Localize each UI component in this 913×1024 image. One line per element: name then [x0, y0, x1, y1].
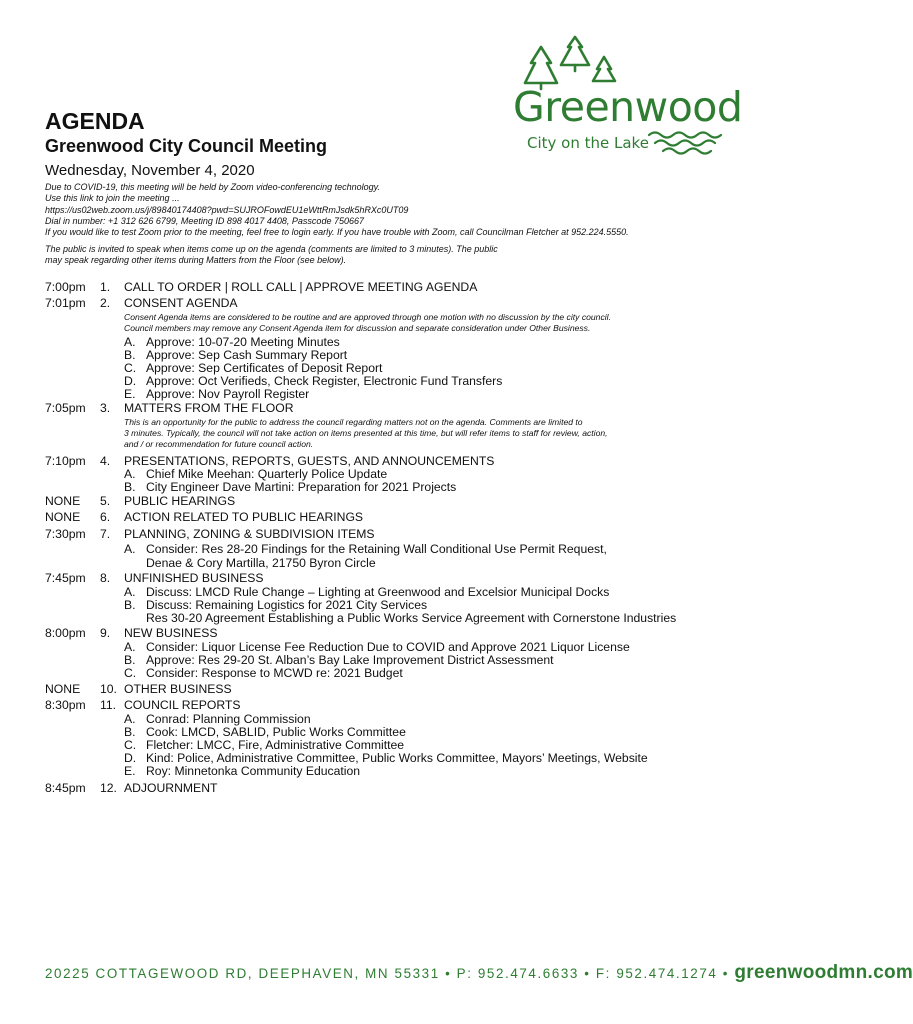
sub-item: [124, 765, 360, 778]
sub-text: Approve: Sep Certificates of Deposit Report: [146, 361, 383, 375]
item-number: 1.: [100, 280, 111, 294]
item-time: 8:30pm: [45, 698, 86, 712]
item-title: CALL TO ORDER | ROLL CALL | APPROVE MEETING AGENDA: [124, 280, 478, 294]
sub-letter: B.: [124, 598, 136, 612]
description-line: Council members may remove any Consent Agenda item for discussion and separate consideration under Other Business.: [124, 323, 591, 333]
waves-icon: [645, 129, 725, 159]
item-time: NONE: [45, 494, 81, 508]
item-description: [124, 312, 744, 334]
description-line: Consent Agenda items are considered to be routine and are approved through one motion with no discussion by the city council.: [124, 312, 611, 322]
item-time: 7:10pm: [45, 454, 86, 468]
item-number: 12.: [100, 781, 117, 795]
meeting-title: Greenwood City Council Meeting: [45, 136, 328, 156]
logo-wordmark: Greenwood: [513, 83, 743, 131]
item-number: 8.: [100, 571, 111, 585]
item-number: 4.: [100, 454, 111, 468]
item-title: OTHER BUSINESS: [124, 682, 232, 696]
item-title: CONSENT AGENDA: [124, 296, 238, 310]
sub-text: Cook: LMCD, SABLID, Public Works Committee: [146, 725, 406, 739]
item-title: ACTION RELATED TO PUBLIC HEARINGS: [124, 510, 364, 524]
item-number: 11.: [100, 698, 117, 712]
sub-letter: B.: [124, 348, 136, 362]
item-number: 7.: [100, 527, 111, 541]
item-time: NONE: [45, 682, 81, 696]
sub-text: Approve: 10-07-20 Meeting Minutes: [146, 335, 340, 349]
sub-letter: D.: [124, 374, 137, 388]
item-time: 8:45pm: [45, 781, 86, 795]
sub-item: [124, 543, 607, 556]
sub-letter: A.: [124, 467, 136, 481]
sub-text: Consider: Res 28-20 Findings for the Retaining Wall Conditional Use Permit Request,: [146, 542, 607, 556]
sub-item: [124, 557, 376, 570]
sub-item: [124, 667, 403, 680]
zoom-notice: [45, 182, 745, 238]
item-title: PRESENTATIONS, REPORTS, GUESTS, AND ANNOUNCEMENTS: [124, 454, 495, 468]
item-description: [124, 417, 744, 450]
description-line: and / or recommendation for future council action.: [124, 439, 314, 449]
public-comment-notice: [45, 244, 745, 267]
sub-text: Discuss: LMCD Rule Change – Lighting at Greenwood and Excelsior Municipal Docks: [146, 585, 610, 599]
notice-line: Dial in number: +1 312 626 6799, Meeting ID 898 4017 4408, Passcode 750667: [45, 215, 364, 226]
sub-item: [124, 612, 676, 625]
sub-letter: A.: [124, 712, 136, 726]
sub-text: Approve: Res 29-20 St. Alban’s Bay Lake Improvement District Assessment: [146, 653, 554, 667]
sub-text: Res 30-20 Agreement Establishing a Public Works Service Agreement with Cornerstone Industries: [146, 611, 677, 625]
item-title: MATTERS FROM THE FLOOR: [124, 401, 294, 415]
sub-letter: E.: [124, 764, 136, 778]
footer-website-link[interactable]: greenwoodmn.com: [734, 962, 913, 983]
sub-letter: A.: [124, 335, 136, 349]
sub-letter: C.: [124, 666, 137, 680]
sub-text: Approve: Nov Payroll Register: [146, 387, 310, 401]
sub-letter: A.: [124, 585, 136, 599]
item-time: 8:00pm: [45, 626, 86, 640]
public-line: The public is invited to speak when items come up on the agenda (comments are limited to 3 minutes). The public: [45, 244, 498, 254]
sub-text: Conrad: Planning Commission: [146, 712, 311, 726]
footer-address: 20225 COTTAGEWOOD RD, DEEPHAVEN, MN 55331 • P: 952.474.6633 • F: 952.474.1274 •: [45, 966, 730, 981]
sub-letter: A.: [124, 542, 136, 556]
sub-letter: D.: [124, 751, 137, 765]
agenda-title: AGENDA: [45, 108, 145, 134]
item-time: 7:05pm: [45, 401, 86, 415]
sub-text: Discuss: Remaining Logistics for 2021 City Services: [146, 598, 428, 612]
item-number: 10.: [100, 682, 117, 696]
meeting-date: Wednesday, November 4, 2020: [45, 162, 255, 179]
item-time: 7:01pm: [45, 296, 86, 310]
item-title: COUNCIL REPORTS: [124, 698, 241, 712]
sub-text: Consider: Liquor License Fee Reduction Due to COVID and Approve 2021 Liquor License: [146, 640, 630, 654]
sub-text: Consider: Response to MCWD re: 2021 Budget: [146, 666, 403, 680]
sub-text: Denae & Cory Martilla, 21750 Byron Circle: [146, 556, 376, 570]
sub-letter: C.: [124, 361, 137, 375]
footer: [45, 962, 913, 984]
notice-line: If you would like to test Zoom prior to the meeting, feel free to login early. If you have trouble with Zoom, call Councilman Fletcher at 952.224.5550.: [45, 227, 629, 238]
sub-letter: B.: [124, 480, 136, 494]
item-title: PUBLIC HEARINGS: [124, 494, 236, 508]
item-title: ADJOURNMENT: [124, 781, 218, 795]
item-number: 5.: [100, 494, 111, 508]
item-title: UNFINISHED BUSINESS: [124, 571, 264, 585]
zoom-link[interactable]: https://us02web.zoom.us/j/89840174408?pwd=SUJROFowdEU1eWttRmJsdk5hRXc0UT09: [45, 204, 409, 215]
item-time: 7:45pm: [45, 571, 86, 585]
item-number: 2.: [100, 296, 111, 310]
sub-text: City Engineer Dave Martini: Preparation for 2021 Projects: [146, 480, 457, 494]
item-time: 7:00pm: [45, 280, 86, 294]
sub-text: Roy: Minnetonka Community Education: [146, 764, 361, 778]
description-line: This is an opportunity for the public to address the council regarding matters not on the agenda. Comments are limited to: [124, 417, 583, 427]
item-number: 3.: [100, 401, 111, 415]
item-title: PLANNING, ZONING & SUBDIVISION ITEMS: [124, 527, 375, 541]
sub-text: Approve: Oct Verifieds, Check Register, Electronic Fund Transfers: [146, 374, 503, 388]
greenwood-logo: [505, 35, 743, 165]
item-title: NEW BUSINESS: [124, 626, 218, 640]
description-line: 3 minutes. Typically, the council will not take action on items presented at this time, but will refer items to staff for review, action,: [124, 428, 608, 438]
notice-line: Due to COVID-19, this meeting will be held by Zoom video-conferencing technology.: [45, 182, 381, 192]
item-number: 9.: [100, 626, 111, 640]
sub-text: Approve: Sep Cash Summary Report: [146, 348, 348, 362]
sub-letter: A.: [124, 640, 136, 654]
sub-letter: B.: [124, 725, 136, 739]
notice-line: Use this link to join the meeting ...: [45, 193, 180, 204]
item-time: NONE: [45, 510, 81, 524]
item-number: 6.: [100, 510, 111, 524]
sub-letter: C.: [124, 738, 137, 752]
sub-item: [124, 481, 456, 494]
public-line: may speak regarding other items during Matters from the Floor (see below).: [45, 255, 347, 266]
sub-letter: E.: [124, 387, 136, 401]
item-time: 7:30pm: [45, 527, 86, 541]
sub-text: Chief Mike Meehan: Quarterly Police Update: [146, 467, 388, 481]
sub-item: [124, 388, 309, 401]
sub-text: Fletcher: LMCC, Fire, Administrative Committee: [146, 738, 405, 752]
logo-tagline: City on the Lake: [527, 134, 649, 152]
sub-letter: B.: [124, 653, 136, 667]
sub-text: Kind: Police, Administrative Committee, Public Works Committee, Mayors’ Meetings, Website: [146, 751, 648, 765]
